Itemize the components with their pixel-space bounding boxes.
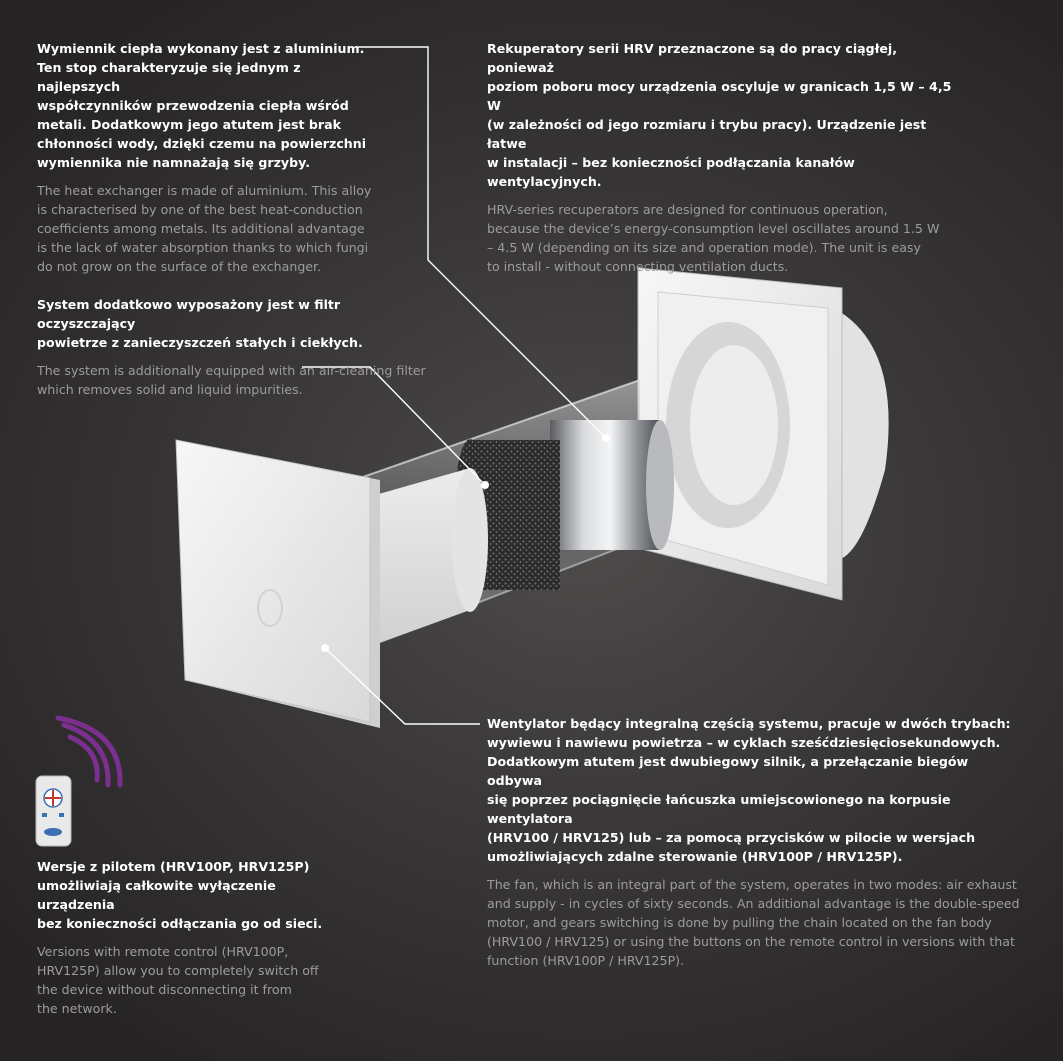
heat-exchanger-text-pl: Wymiennik ciepła wykonany jest z aluminium. Ten stop charakteryzuje się jednym z najlepszych współczynników przewodzenia ciepła wśród metali. Dodatkowym jego atutem jest brak chłonności wody, dzięki czemu na powierzchni wymiennika nie namnażają się grzyby. [37,41,367,170]
fan-text-pl: Wentylator będący integralną częścią systemu, pracuje w dwóch trybach: wywiewu i nawiewu powietrza – w cyklach sześćdziesięciosekundowych. Dodatkowym atutem jest dwubiegowy silnik, a przełączanie biegów odbywa się poprzez pociągnięcie łańcuszka umiejscowionego na korpusie wentylatora (HRV100 / HRV125) lub – za pomocą przycisków w pilocie w wersjach umożliwiających zdalne sterowanie (HRV100P / HRV125P). [487,716,1011,864]
remote-control-icon [36,776,71,846]
remote-description [37,857,357,1018]
remote-text-pl: Wersje z pilotem (HRV100P, HRV125P) umożliwiają całkowite wyłączenie urządzenia bez konieczności odłączania go od sieci. [37,859,323,931]
remote-text-en: Versions with remote control (HRV100P, HRV125P) allow you to completely switch off the device without disconnecting it from the network. [37,944,319,1016]
outer-hood [638,268,889,600]
recuperator-description [487,39,957,276]
filter-text-pl: System dodatkowo wyposażony jest w filtr oczyszczający powietrze z zanieczyszczeń stałych i ciekłych. [37,297,363,350]
recuperator-text-pl: Rekuperatory serii HRV przeznaczone są do pracy ciągłej, ponieważ poziom poboru mocy urządzenia oscyluje w granicach 1,5 W – 4,5 W (w zależności od jego rozmiaru i trybu pracy). Urządzenie jest łatwe w instalacji – bez konieczności podłączania kanałów wentylacyjnych. [487,41,952,189]
filter-text-en: The system is additionally equipped with an air-cleaning filter which removes solid and liquid impurities. [37,363,426,397]
heat-exchanger [550,420,674,550]
interior-panel [176,440,380,728]
heat-exchanger-text-en: The heat exchanger is made of aluminium. This alloy is characterised by one of the best heat-conduction coefficients among metals. Its additional advantage is the lack of water absorption thanks to which fungi do not grow on the surface of the exchanger. [37,183,372,274]
filter-description [37,295,437,399]
heat-exchanger-description [37,39,377,276]
fan-description [487,714,1027,970]
fan-text-en: The fan, which is an integral part of the system, operates in two modes: air exhaust and supply - in cycles of sixty seconds. An additional advantage is the double-speed motor, and gears switching is done by pulling the chain located on the fan body (HRV100 / HRV125) or using the buttons on the remote control in versions with that function (HRV100P / HRV125P). [487,877,1020,968]
recuperator-text-en: HRV-series recuperators are designed for continuous operation, because the device’s energy-consumption level oscillates around 1.5 W – 4.5 W (depending on its size and operation mode). The unit is easy to install - without connecting ventilation ducts. [487,202,940,274]
wireless-signal-icon [58,718,120,785]
